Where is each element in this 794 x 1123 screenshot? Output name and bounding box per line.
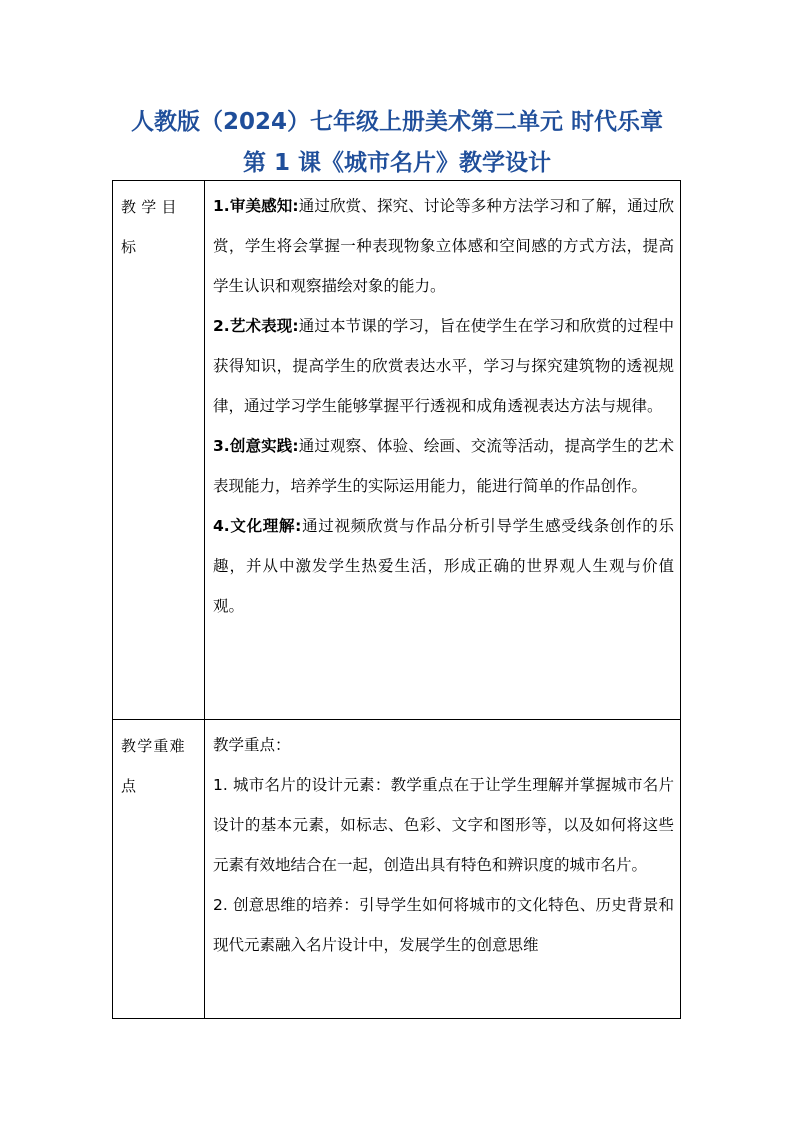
row-content-key-points xyxy=(205,720,681,1019)
objective-heading: 4.文化理解: xyxy=(213,517,302,535)
objective-heading: 1.审美感知: xyxy=(213,197,299,215)
row-label-objectives: 教学目标 xyxy=(113,181,205,720)
objective-text: 通过欣赏、探究、讨论等多种方法学习和了解，通过欣赏，学生将会掌握一种表现物象立体感和空间感的方式方法，提高学生认识和观察描绘对象的能力。 xyxy=(213,197,674,295)
document-title-line-2: 第 1 课《城市名片》教学设计 xyxy=(242,150,552,176)
objective-item xyxy=(213,186,674,306)
objective-heading: 2.艺术表现: xyxy=(213,317,299,335)
document-title-line-1: 人教版（2024）七年级上册美术第二单元 时代乐章 xyxy=(130,109,664,135)
row-label-key-points: 教学重难点 xyxy=(113,720,205,1019)
objective-heading: 3.创意实践: xyxy=(213,437,299,455)
key-points-intro: 教学重点： xyxy=(213,736,291,754)
objective-text: 通过视频欣赏与作品分析引导学生感受线条创作的乐趣，并从中激发学生热爱生活，形成正确的世界观人生观与价值观。 xyxy=(213,517,674,615)
objective-item xyxy=(213,506,674,626)
row-content-objectives xyxy=(205,181,681,720)
table-row-objectives xyxy=(113,181,681,720)
key-point-item: 2. 创意思维的培养：引导学生如何将城市的文化特色、历史背景和现代元素融入名片设计中，发展学生的创意思维 xyxy=(213,896,674,954)
objective-item xyxy=(213,426,674,506)
key-point-item: 1. 城市名片的设计元素：教学重点在于让学生理解并掌握城市名片设计的基本元素，如标志、色彩、文字和图形等，以及如何将这些元素有效地结合在一起，创造出具有特色和辨识度的城市名片。 xyxy=(213,776,674,874)
objective-text: 通过观察、体验、绘画、交流等活动，提高学生的艺术表现能力，培养学生的实际运用能力，能进行简单的作品创作。 xyxy=(213,437,674,495)
objective-text: 通过本节课的学习，旨在使学生在学习和欣赏的过程中获得知识，提高学生的欣赏表达水平，学习与探究建筑物的透视规律，通过学习学生能够掌握平行透视和成角透视表达方法与规律。 xyxy=(213,317,674,415)
lesson-plan-table xyxy=(112,180,681,1019)
table-row-key-points xyxy=(113,720,681,1019)
objective-item xyxy=(213,306,674,426)
